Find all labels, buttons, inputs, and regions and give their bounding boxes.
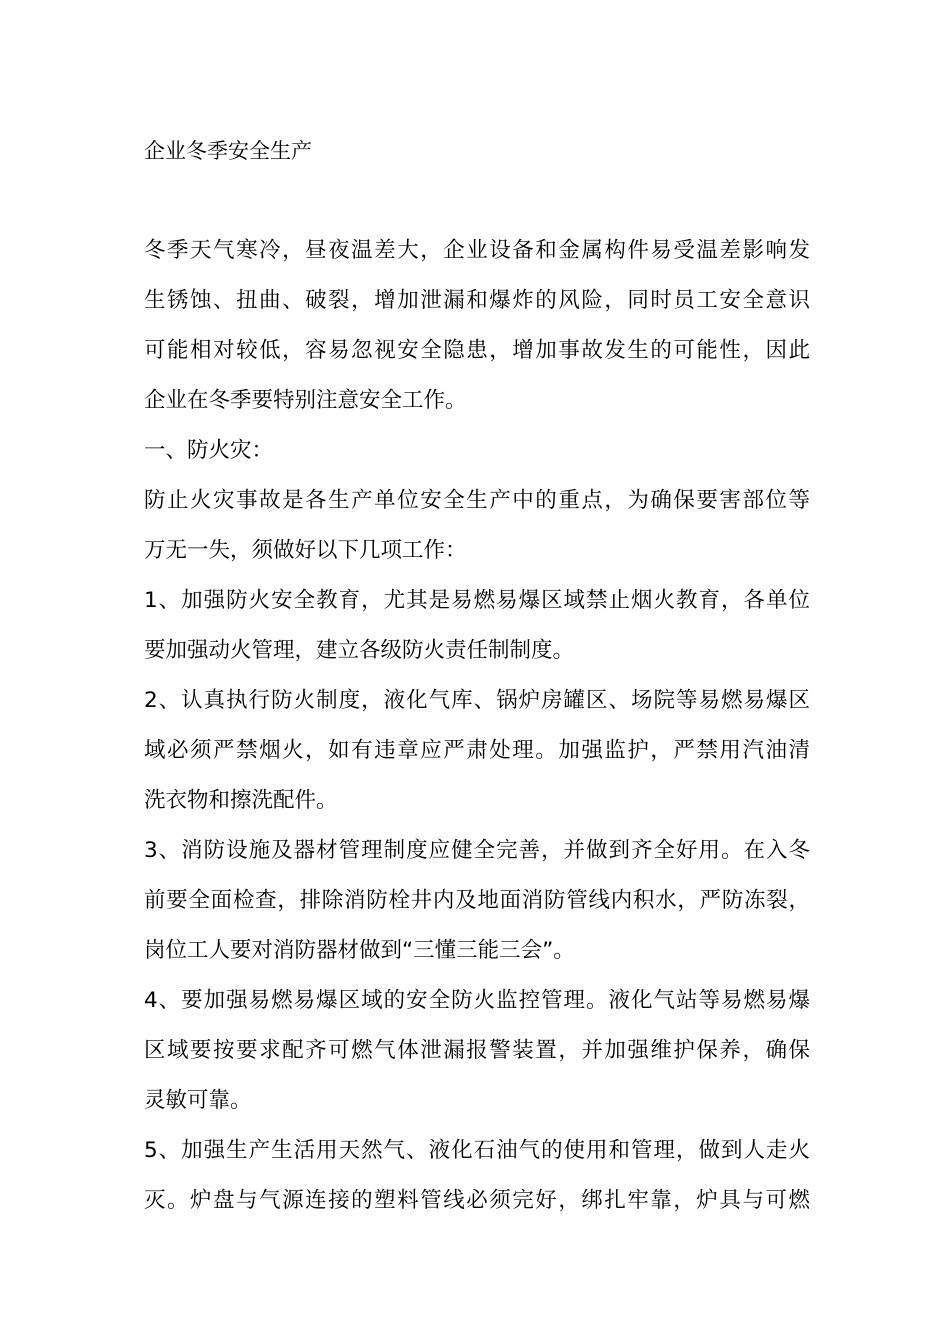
text-line: 生锈蚀、扭曲、破裂，增加泄漏和爆炸的风险，同时员工安全意识: [144, 288, 810, 313]
document-title: 企业冬季安全生产: [144, 139, 312, 163]
text-line: 可能相对较低，容易忽视安全隐患，增加事故发生的可能性，因此: [144, 338, 810, 363]
text-line: 要加强动火管理，建立各级防火责任制制度。: [144, 638, 575, 663]
text-line: 4、要加强易燃易爆区域的安全防火监控管理。液化气站等易燃易爆: [144, 988, 810, 1013]
list-item-2: [144, 676, 810, 826]
document-body: [144, 226, 810, 1226]
text-line: 灵敏可靠。: [144, 1088, 252, 1113]
text-line: 前要全面检查，排除消防栓井内及地面消防管线内积水，严防冻裂，: [144, 888, 810, 913]
text-line: 万无一失，须做好以下几项工作：: [144, 538, 467, 563]
list-item-5: [144, 1126, 810, 1226]
text-line: 防止火灾事故是各生产单位安全生产中的重点，为确保要害部位等: [144, 488, 810, 513]
text-line: 岗位工人要对消防器材做到“三懂三能三会”。: [144, 938, 575, 963]
text-line: 企业在冬季要特别注意安全工作。: [144, 388, 467, 413]
list-item-1: [144, 576, 810, 676]
text-line: 洗衣物和擦洗配件。: [144, 788, 338, 813]
text-line: 灭。炉盘与气源连接的塑料管线必须完好，绑扎牢靠，炉具与可燃: [144, 1188, 810, 1213]
list-item-3: [144, 826, 810, 976]
list-item-4: [144, 976, 810, 1126]
text-line: 2、认真执行防火制度，液化气库、锅炉房罐区、场院等易燃易爆区: [144, 688, 810, 713]
text-line: 3、消防设施及器材管理制度应健全完善，并做到齐全好用。在入冬: [144, 838, 810, 863]
text-line: 冬季天气寒冷，昼夜温差大，企业设备和金属构件易受温差影响发: [144, 238, 810, 263]
section-intro-paragraph: [144, 476, 810, 576]
text-line: 一、防火灾：: [144, 438, 274, 463]
section-heading-fire-prevention: [144, 426, 810, 476]
text-line: 域必须严禁烟火，如有违章应严肃处理。加强监护，严禁用汽油清: [144, 738, 810, 763]
text-line: 区域要按要求配齐可燃气体泄漏报警装置，并加强维护保养，确保: [144, 1038, 810, 1063]
text-line: 1、加强防火安全教育，尤其是易燃易爆区域禁止烟火教育，各单位: [144, 588, 810, 613]
intro-paragraph: [144, 226, 810, 426]
text-line: 5、加强生产生活用天然气、液化石油气的使用和管理，做到人走火: [144, 1138, 810, 1163]
